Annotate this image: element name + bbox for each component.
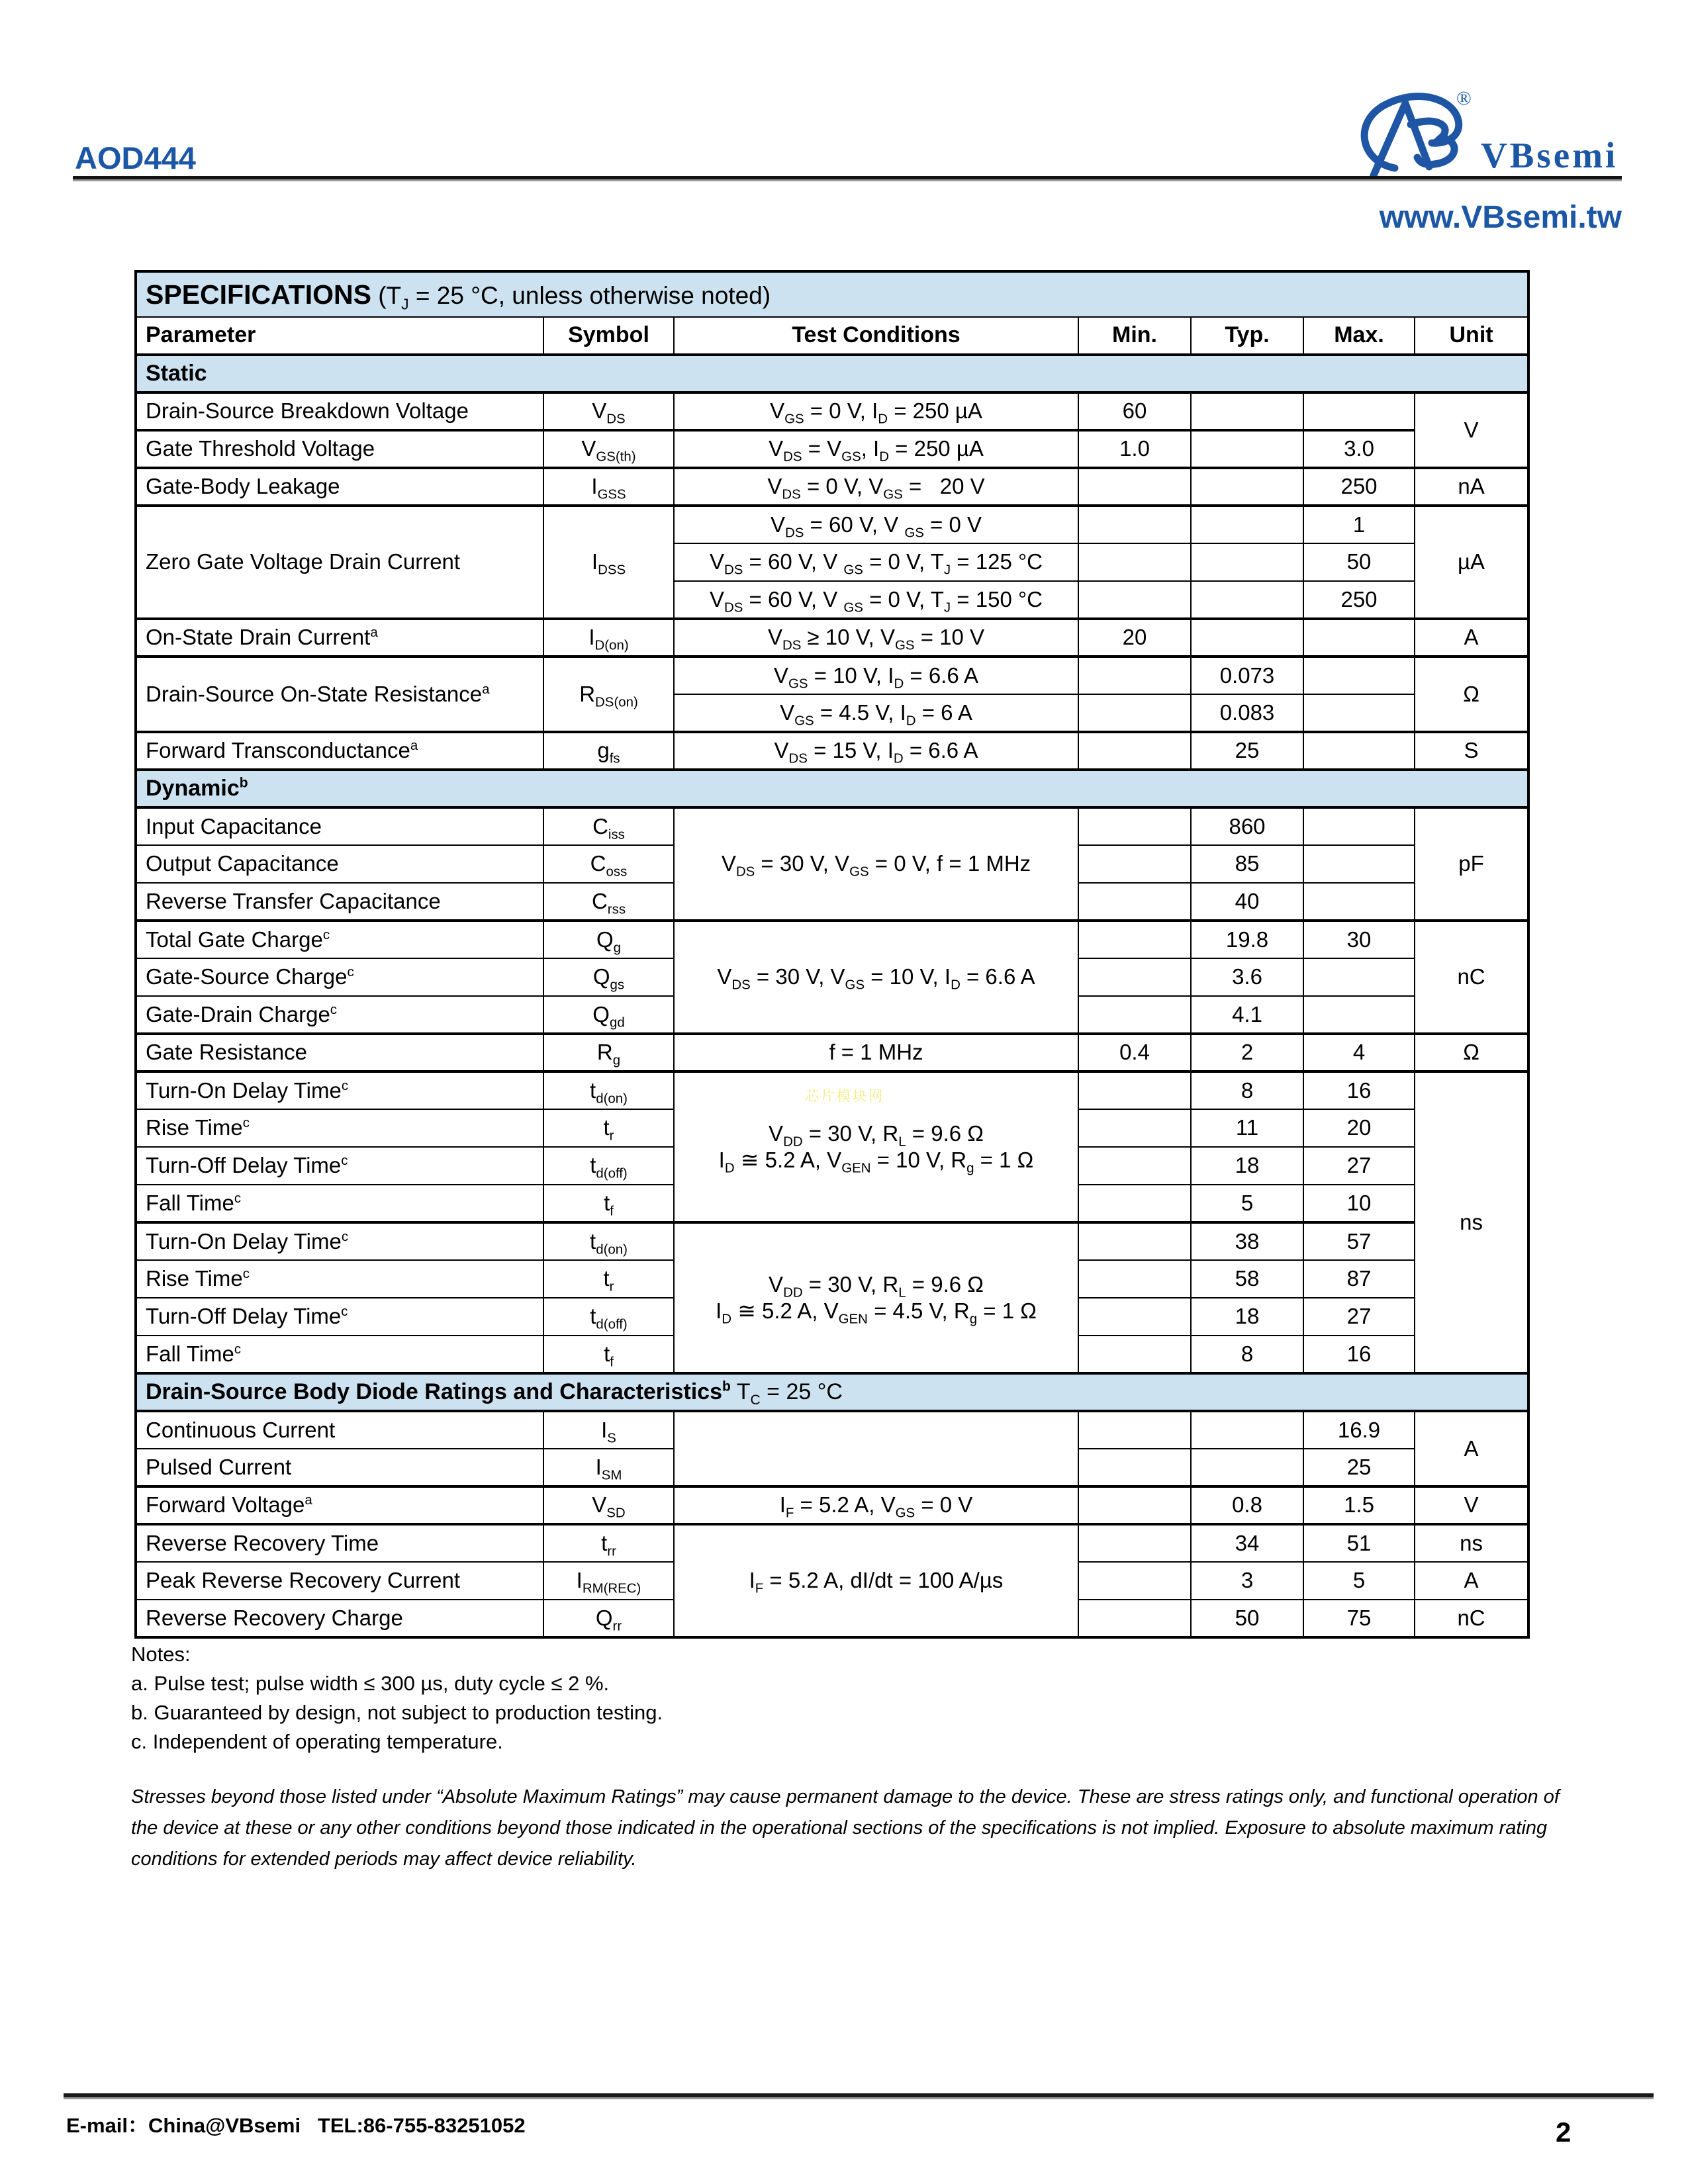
table-cell-t: 2 (1191, 1034, 1303, 1071)
table-row (136, 1222, 1528, 1260)
table-cell-x: 1.5 (1303, 1486, 1415, 1524)
table-cell-m (1078, 1222, 1191, 1260)
table-cell-m (1078, 1260, 1191, 1298)
table-cell-s: $V_{DS}$ (543, 392, 674, 430)
table-cell-p: Output Capacitance (136, 845, 543, 883)
table-row (136, 317, 1528, 355)
table-cell-x: 5 (1303, 1562, 1415, 1600)
section-header-cell: Drain-Source Body Diode Ratings and Characteristics$^b$ $T_C = 25$ °C (136, 1373, 1528, 1411)
table-cell-c: $V_{DD} = 30$ V, $R_L = 9.6$ Ω $I_D$ ≅ 5.2 A, $V_{GEN} = 10$ V, $R_g = 1$ Ω (674, 1071, 1078, 1222)
table-cell-m: 1.0 (1078, 430, 1191, 468)
table-cell-x (1303, 619, 1415, 657)
notes-title: Notes: (131, 1643, 191, 1666)
table-cell-p: Gate Resistance (136, 1034, 543, 1071)
table-cell-u: V (1415, 1486, 1528, 1524)
header-rule-shadow (73, 179, 1622, 181)
table-cell-x: 3.0 (1303, 430, 1415, 468)
table-row (136, 1411, 1528, 1449)
table-cell-u: S (1415, 732, 1528, 770)
table-cell-t: 0.8 (1191, 1486, 1303, 1524)
table-row (136, 355, 1528, 392)
table-cell-s: $t_{d(on)}$ (543, 1222, 674, 1260)
table-row (136, 430, 1528, 468)
table-cell-c: $V_{DS} = V_{GS}$, $I_D = 250$ µA (674, 430, 1078, 468)
table-cell-p: Reverse Recovery Time (136, 1524, 543, 1562)
table-cell-s: $t_r$ (543, 1109, 674, 1147)
footer-contact: E-mail：China@VBsemi TEL:86-755-83251052 (66, 2114, 526, 2137)
table-row (136, 732, 1528, 770)
table-cell-p: Drain-Source Breakdown Voltage (136, 392, 543, 430)
table-cell-m (1078, 883, 1191, 921)
table-cell-p: Turn-Off Delay Time$^c$ (136, 1298, 543, 1336)
table-cell-x (1303, 958, 1415, 996)
product-title: AOD444 (75, 140, 196, 175)
table-cell-x: 16 (1303, 1336, 1415, 1373)
table-cell-m (1078, 996, 1191, 1034)
table-cell-m (1078, 1336, 1191, 1373)
table-cell-x: 27 (1303, 1147, 1415, 1185)
table-cell-m (1078, 1071, 1191, 1109)
table-cell-t (1191, 392, 1303, 430)
table-cell-t (1191, 506, 1303, 543)
column-header: Unit (1415, 317, 1528, 355)
table-cell-t (1191, 1411, 1303, 1449)
table-cell-c: $V_{DS} = 30$ V, $V_{GS} = 0$ V, f = 1 MHz (674, 807, 1078, 921)
table-cell-m (1078, 543, 1191, 581)
table-cell-t: 0.083 (1191, 694, 1303, 732)
table-cell-p: Zero Gate Voltage Drain Current (136, 506, 543, 619)
table-cell-x (1303, 732, 1415, 770)
table-cell-x: 57 (1303, 1222, 1415, 1260)
table-cell-m (1078, 657, 1191, 694)
table-cell-m (1078, 1298, 1191, 1336)
table-cell-m (1078, 694, 1191, 732)
table-cell-m (1078, 1524, 1191, 1562)
table-cell-c: $V_{DD} = 30$ V, $R_L = 9.6$ Ω $I_D$ ≅ 5.2 A, $V_{GEN} = 4.5$ V, $R_g = 1$ Ω (674, 1222, 1078, 1373)
table-cell-m (1078, 845, 1191, 883)
table-cell-u: Ω (1415, 1034, 1528, 1071)
table-cell-s: $g_{fs}$ (543, 732, 674, 770)
table-cell-s: $V_{GS(th)}$ (543, 430, 674, 468)
table-cell-t: 50 (1191, 1600, 1303, 1637)
table-cell-c: $V_{DS} = 60$ V, V $_{GS}$ = 0 V, $T_J = 125$ °C (674, 543, 1078, 581)
table-cell-p: Gate-Body Leakage (136, 468, 543, 506)
table-cell-s: $I_{DSS}$ (543, 506, 674, 619)
table-cell-m (1078, 1147, 1191, 1185)
table-cell-t (1191, 430, 1303, 468)
table-cell-t: 860 (1191, 807, 1303, 845)
note-c: c. Independent of operating temperature. (131, 1730, 503, 1753)
table-cell-x: 50 (1303, 543, 1415, 581)
registered-trademark-icon: ® (1456, 87, 1472, 109)
table-cell-p: Rise Time$^c$ (136, 1260, 543, 1298)
table-cell-m (1078, 1185, 1191, 1222)
table-cell-u: Ω (1415, 657, 1528, 732)
table-cell-x: 51 (1303, 1524, 1415, 1562)
note-a: a. Pulse test; pulse width ≤ 300 µs, duty cycle ≤ 2 %. (131, 1672, 610, 1695)
table-cell-x: 75 (1303, 1600, 1415, 1637)
table-cell-m: 20 (1078, 619, 1191, 657)
table-cell-s: $R_{DS(on)}$ (543, 657, 674, 732)
table-cell-s: $I_{GSS}$ (543, 468, 674, 506)
table-cell-p: Fall Time$^c$ (136, 1185, 543, 1222)
table-cell-x: 20 (1303, 1109, 1415, 1147)
table-cell-c: $V_{DS} = 0$ V, $V_{GS} = 20$ V (674, 468, 1078, 506)
table-cell-t: 5 (1191, 1185, 1303, 1222)
table-cell-x: 30 (1303, 921, 1415, 958)
table-cell-u: V (1415, 392, 1528, 468)
table-cell-t: 18 (1191, 1298, 1303, 1336)
table-cell-p: Total Gate Charge$^c$ (136, 921, 543, 958)
table-cell-x (1303, 694, 1415, 732)
table-cell-t: 40 (1191, 883, 1303, 921)
table-cell-x: 4 (1303, 1034, 1415, 1071)
table-cell-t (1191, 581, 1303, 619)
table-cell-c (674, 1411, 1078, 1486)
table-cell-m (1078, 1486, 1191, 1524)
column-header: Max. (1303, 317, 1415, 355)
specifications-table (134, 270, 1530, 1639)
table-cell-t: 8 (1191, 1336, 1303, 1373)
table-cell-m (1078, 1411, 1191, 1449)
table-cell-c: $V_{GS} = 0$ V, $I_D = 250$ µA (674, 392, 1078, 430)
table-row (136, 506, 1528, 543)
table-cell-p: Forward Transconductance$^a$ (136, 732, 543, 770)
table-cell-x: 16 (1303, 1071, 1415, 1109)
table-cell-m (1078, 506, 1191, 543)
table-cell-t: 11 (1191, 1109, 1303, 1147)
table-cell-t: 25 (1191, 732, 1303, 770)
table-cell-t (1191, 468, 1303, 506)
table-cell-p: Reverse Recovery Charge (136, 1600, 543, 1637)
table-cell-t: 4.1 (1191, 996, 1303, 1034)
table-cell-x (1303, 657, 1415, 694)
watermark: 芯片模块网 (805, 1088, 884, 1104)
table-cell-p: Gate Threshold Voltage (136, 430, 543, 468)
table-cell-m (1078, 581, 1191, 619)
table-row (136, 807, 1528, 845)
table-cell-u: A (1415, 1562, 1528, 1600)
table-cell-s: $I_{SM}$ (543, 1449, 674, 1486)
table-cell-c: $V_{DS} = 60$ V, V $_{GS}$ = 0 V (674, 506, 1078, 543)
table-row (136, 657, 1528, 694)
table-cell-p: Fall Time$^c$ (136, 1336, 543, 1373)
site-url: www.VBsemi.tw (1379, 200, 1622, 235)
table-cell-p: Continuous Current (136, 1411, 543, 1449)
table-cell-u: nA (1415, 468, 1528, 506)
disclaimer: Stresses beyond those listed under “Absolute Maximum Ratings” may cause permanent damage to the device. These are stress ratings only, and functional operation of the device at these or any other conditions beyond those indicated in the operational sections of the specifications is not implied. Exposure to absolute maximum rating conditions for extended periods may affect device reliability. (131, 1786, 1560, 1870)
brand-name: VBsemi (1481, 135, 1618, 175)
table-cell-c: $I_F = 5.2$ A, $V_{GS} = 0$ V (674, 1486, 1078, 1524)
table-cell-t: 19.8 (1191, 921, 1303, 958)
table-cell-p: Reverse Transfer Capacitance (136, 883, 543, 921)
table-cell-c: $V_{GS} = 4.5$ V, $I_D = 6$ A (674, 694, 1078, 732)
table-cell-x: 27 (1303, 1298, 1415, 1336)
table-cell-t: 8 (1191, 1071, 1303, 1109)
table-cell-t: 34 (1191, 1524, 1303, 1562)
table-row (136, 1034, 1528, 1071)
table-cell-s: $R_g$ (543, 1034, 674, 1071)
table-cell-s: $Q_{gd}$ (543, 996, 674, 1034)
table-cell-u: pF (1415, 807, 1528, 921)
table-cell-x (1303, 392, 1415, 430)
section-header-cell: Static (136, 355, 1528, 392)
table-cell-m (1078, 1109, 1191, 1147)
note-b: b. Guaranteed by design, not subject to production testing. (131, 1701, 663, 1724)
table-row (136, 770, 1528, 807)
table-cell-u: ns (1415, 1524, 1528, 1562)
table-cell-s: $Q_g$ (543, 921, 674, 958)
table-cell-x: 250 (1303, 468, 1415, 506)
table-cell-u: ns (1415, 1071, 1528, 1373)
section-header-cell: Dynamic$^b$ (136, 770, 1528, 807)
specifications-table-body (136, 271, 1528, 1637)
table-cell-x: 87 (1303, 1260, 1415, 1298)
table-cell-m (1078, 1562, 1191, 1600)
table-cell-x (1303, 807, 1415, 845)
table-cell-t: 3 (1191, 1562, 1303, 1600)
table-cell-s: $C_{rss}$ (543, 883, 674, 921)
table-cell-c: $V_{DS} = 60$ V, V $_{GS}$ = 0 V, $T_J = 150$ °C (674, 581, 1078, 619)
table-cell-p: Rise Time$^c$ (136, 1109, 543, 1147)
table-cell-p: Input Capacitance (136, 807, 543, 845)
table-cell-s: $Q_{rr}$ (543, 1600, 674, 1637)
table-cell-p: Gate-Source Charge$^c$ (136, 958, 543, 996)
table-cell-p: Peak Reverse Recovery Current (136, 1562, 543, 1600)
page-number: 2 (1556, 2116, 1571, 2148)
table-cell-m (1078, 807, 1191, 845)
notes (131, 1640, 663, 1756)
table-row (136, 1524, 1528, 1562)
table-cell-s: $t_{d(off)}$ (543, 1298, 674, 1336)
table-cell-u: nC (1415, 921, 1528, 1034)
table-cell-c: $I_F = 5.2$ A, dI/dt = 100 A/µs (674, 1524, 1078, 1637)
table-cell-m (1078, 468, 1191, 506)
table-cell-u: A (1415, 1411, 1528, 1486)
table-cell-s: $t_{d(on)}$ (543, 1071, 674, 1109)
table-cell-p: On-State Drain Current$^a$ (136, 619, 543, 657)
table-cell-u: µA (1415, 506, 1528, 619)
table-cell-s: $I_S$ (543, 1411, 674, 1449)
table-cell-x (1303, 845, 1415, 883)
table-cell-p: Pulsed Current (136, 1449, 543, 1486)
table-cell-m: 60 (1078, 392, 1191, 430)
table-row (136, 619, 1528, 657)
table-cell-m (1078, 958, 1191, 996)
table-cell-u: nC (1415, 1600, 1528, 1637)
table-row (136, 392, 1528, 430)
column-header: Min. (1078, 317, 1191, 355)
column-header: Symbol (543, 317, 674, 355)
table-cell-m: 0.4 (1078, 1034, 1191, 1071)
table-cell-t: 3.6 (1191, 958, 1303, 996)
table-cell-c: $V_{GS} = 10$ V, $I_D = 6.6$ A (674, 657, 1078, 694)
table-cell-s: $I_{RM(REC)}$ (543, 1562, 674, 1600)
table-cell-m (1078, 1600, 1191, 1637)
table-cell-p: Gate-Drain Charge$^c$ (136, 996, 543, 1034)
table-cell-p: Turn-On Delay Time$^c$ (136, 1071, 543, 1109)
column-header: Parameter (136, 317, 543, 355)
table-cell-u: A (1415, 619, 1528, 657)
table-cell-p: Forward Voltage$^a$ (136, 1486, 543, 1524)
table-row (136, 468, 1528, 506)
column-header: Test Conditions (674, 317, 1078, 355)
table-cell-c: $V_{DS} = 15$ V, $I_D = 6.6$ A (674, 732, 1078, 770)
table-cell-m (1078, 732, 1191, 770)
table-cell-s: $Q_{gs}$ (543, 958, 674, 996)
table-cell-t: 18 (1191, 1147, 1303, 1185)
table-row (136, 1373, 1528, 1411)
table-cell-x (1303, 883, 1415, 921)
table-cell-t: 38 (1191, 1222, 1303, 1260)
table-row (136, 271, 1528, 317)
table-cell-c: $V_{DS} \ge 10$ V, $V_{GS} = 10$ V (674, 619, 1078, 657)
table-cell-s: $I_{D(on)}$ (543, 619, 674, 657)
table-cell-s: $t_f$ (543, 1185, 674, 1222)
table-cell-t: 85 (1191, 845, 1303, 883)
table-cell-m (1078, 1449, 1191, 1486)
column-header: Typ. (1191, 317, 1303, 355)
table-cell-x: 25 (1303, 1449, 1415, 1486)
table-cell-s: $V_{SD}$ (543, 1486, 674, 1524)
table-cell-s: $C_{iss}$ (543, 807, 674, 845)
footer-rule-shadow (64, 2097, 1654, 2099)
table-cell-s: $t_{rr}$ (543, 1524, 674, 1562)
table-cell-s: $t_r$ (543, 1260, 674, 1298)
vbsemi-logo-icon (1347, 90, 1473, 176)
table-cell-x: 10 (1303, 1185, 1415, 1222)
table-cell-t (1191, 619, 1303, 657)
table-cell-s: $t_f$ (543, 1336, 674, 1373)
table-row (136, 1486, 1528, 1524)
table-cell-x: 1 (1303, 506, 1415, 543)
table-cell-s: $t_{d(off)}$ (543, 1147, 674, 1185)
table-cell-t: 0.073 (1191, 657, 1303, 694)
table-cell-p: Turn-On Delay Time$^c$ (136, 1222, 543, 1260)
table-cell-c: $V_{DS} = 30$ V, $V_{GS} = 10$ V, $I_D = 6.6$ A (674, 921, 1078, 1034)
table-cell-c: f = 1 MHz (674, 1034, 1078, 1071)
table-title-cell: SPECIFICATIONS ($T_J = 25$ °C, unless otherwise noted) (136, 271, 1528, 317)
table-cell-s: $C_{oss}$ (543, 845, 674, 883)
table-cell-x: 250 (1303, 581, 1415, 619)
table-cell-x: 16.9 (1303, 1411, 1415, 1449)
table-cell-p: Drain-Source On-State Resistance$^a$ (136, 657, 543, 732)
table-cell-t (1191, 1449, 1303, 1486)
table-cell-m (1078, 921, 1191, 958)
table-cell-t (1191, 543, 1303, 581)
table-row (136, 921, 1528, 958)
table-cell-x (1303, 996, 1415, 1034)
table-cell-t: 58 (1191, 1260, 1303, 1298)
table-cell-p: Turn-Off Delay Time$^c$ (136, 1147, 543, 1185)
